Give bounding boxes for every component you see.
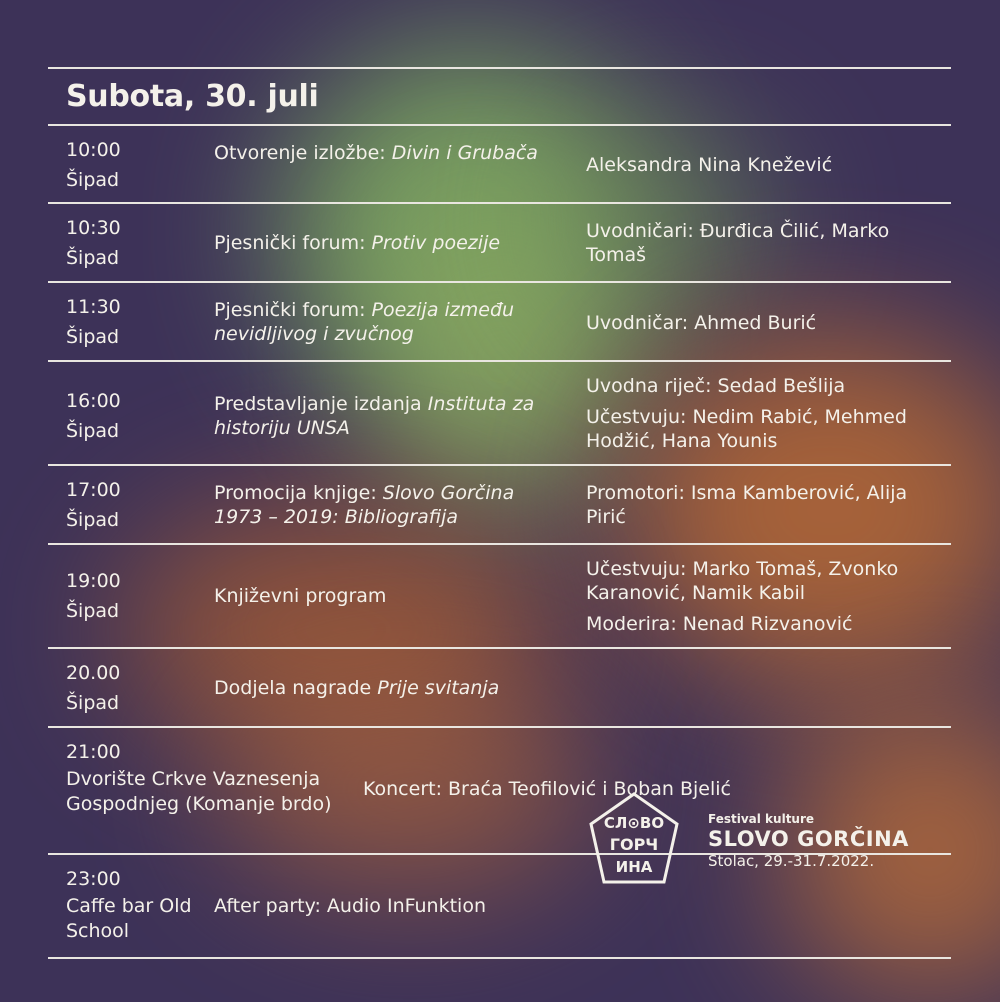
time-place: [66, 213, 206, 273]
event-time: 17:00: [66, 479, 121, 501]
page-title: Subota, 30. juli: [66, 79, 319, 114]
event-time: 20.00: [66, 662, 121, 684]
event-place: Šipad: [66, 169, 120, 191]
time-place: [66, 292, 206, 352]
event-title: Predstavljanje izdanja Instituta za historiju UNSA: [214, 393, 535, 439]
event-place: Šipad: [66, 247, 120, 269]
time-place: [66, 566, 206, 626]
event-title: Pjesnički forum: Protiv poezije: [214, 232, 501, 254]
event-place: Caffe bar Old School: [66, 895, 192, 942]
event-title: Promocija knjige: Slovo Gorčina 1973 – 2019: Bibliografija: [214, 482, 515, 528]
event-time: 16:00: [66, 390, 121, 412]
event-title: Otvorenje izložbe: Divin i Grubača: [214, 142, 538, 164]
event-people: Promotori: Isma Kamberović, Alija Pirić: [586, 482, 908, 528]
time-place: [66, 135, 206, 195]
festival-info: [708, 812, 909, 870]
festival-label: Festival kulture: [708, 812, 815, 826]
event-title: Dodjela nagrade Prije svitanja: [214, 677, 500, 699]
event-people: Aleksandra Nina Knežević: [586, 154, 833, 176]
event-time: 11:30: [66, 296, 121, 318]
event-people: Uvodničari: Đurđica Čilić, Marko Tomaš: [586, 220, 890, 266]
time-place: [66, 737, 356, 817]
event-place: Šipad: [66, 509, 120, 531]
event-place: Šipad: [66, 326, 120, 348]
event-title: Književni program: [214, 585, 387, 607]
event-people: Uvodna riječ: Sedad Bešlija Učestvuju: Nedim Rabić, Mehmed Hodžić, Hana Younis: [586, 375, 907, 452]
event-time: 23:00: [66, 868, 121, 890]
time-place: [66, 658, 206, 718]
event-title: After party: Audio InFunktion: [214, 895, 486, 917]
logo-line-3: ИНА: [615, 858, 653, 876]
festival-dates: Stolac, 29.-31.7.2022.: [708, 852, 875, 870]
logo-line-1: СЛ⊙ВО: [603, 814, 665, 832]
event-time: 10:00: [66, 139, 121, 161]
event-title: Koncert: Braća Teofilović i Boban Bjelić: [363, 778, 731, 800]
time-place: [66, 864, 206, 944]
event-time: 10:30: [66, 217, 121, 239]
event-place: Dvorište Crkve Vaznesenja Gospodnjeg (Komanje brdo): [66, 768, 332, 815]
event-place: Šipad: [66, 692, 120, 714]
event-people: Učestvuju: Marko Tomaš, Zvonko Karanović, Namik Kabil Moderira: Nenad Rizvanović: [586, 558, 899, 635]
time-place: [66, 475, 206, 535]
event-title: Pjesnički forum: Poezija između nevidljivog i zvučnog: [214, 299, 515, 345]
event-time: 19:00: [66, 570, 121, 592]
time-place: [66, 386, 206, 446]
event-time: 21:00: [66, 741, 121, 763]
slovo-gorcina-logo: [588, 790, 680, 886]
event-people: Uvodničar: Ahmed Burić: [586, 312, 817, 334]
logo-line-2: ГОРЧ: [609, 835, 659, 854]
festival-name: SLOVO GORČINA: [708, 827, 909, 851]
event-place: Šipad: [66, 420, 120, 442]
event-place: Šipad: [66, 600, 120, 622]
